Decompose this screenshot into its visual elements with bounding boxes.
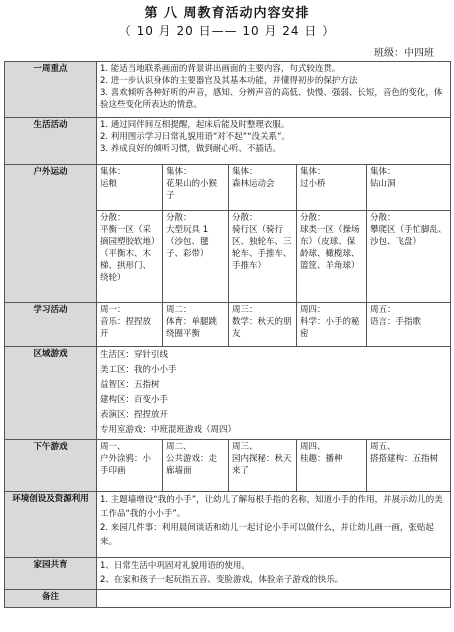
life-line-1: 1. 通过同伴间互相提醒，起床后能及时整理衣服。 (100, 120, 290, 130)
outdoor-collective-row (5, 165, 451, 211)
environment-label: 环境创设及资源利用 (5, 492, 97, 558)
afternoon-wed: 周三、 园内探秘：秋天来了 (229, 440, 297, 492)
focus-line-2: 2. 进一步认识身体的主要器官及其基本功能，并懂得初步的保护方法 (100, 76, 358, 86)
focus-line-1: 1. 能适当地联系画面的背景讲出画面的主要内容，句式较连贯。 (100, 64, 341, 74)
life-label: 生活活动 (5, 118, 97, 165)
afternoon-row (5, 440, 451, 492)
study-thu: 周四： 科学：小手的秘密 (297, 303, 367, 347)
area-line-3: 益智区：五指树 (100, 380, 160, 390)
class-info (374, 44, 434, 59)
focus-content (97, 62, 451, 118)
date-range: （ 10 月 20 日—— 10 月 24 日 ） (118, 24, 336, 38)
home-label: 家园共育 (5, 558, 97, 590)
afternoon-thu: 周四、 桂趣：播种 (297, 440, 367, 492)
area-content (97, 347, 451, 440)
class-label: 班级： (374, 48, 404, 59)
life-line-3: 3. 养成良好的倾听习惯，做到耐心听、不插话。 (100, 144, 281, 154)
study-label: 学习活动 (5, 303, 97, 347)
notes-label: 备注 (5, 590, 97, 608)
home-line-2: 2、在家和孩子一起玩指五音、变脸游戏，体验亲子游戏的快乐。 (100, 575, 344, 585)
outdoor-collective-wed: 集体： 森林运动会 (229, 165, 297, 211)
afternoon-fri: 周五、 搭搭建构：五指树 (367, 440, 451, 492)
outdoor-dispersed-fri: 分散： 攀爬区（手忙脚乱、沙包、飞盘） (367, 211, 451, 303)
area-line-5: 表演区：捏捏放开 (100, 410, 169, 420)
home-content (97, 558, 451, 590)
schedule-table (4, 61, 451, 608)
environment-row (5, 492, 451, 558)
outdoor-collective-mon: 集体： 运粮 (97, 165, 163, 211)
area-line-4: 建构区：百变小手 (100, 395, 169, 405)
area-label: 区域游戏 (5, 347, 97, 440)
environment-line-2: 2. 来园几件事：利用晨间谈话和幼儿一起讨论小手可以做什么，并让幼儿画一画，张贴起来。 (100, 523, 434, 547)
focus-label: 一周重点 (5, 62, 97, 118)
focus-row (5, 62, 451, 118)
notes-content (97, 590, 451, 608)
afternoon-label: 下午游戏 (5, 440, 97, 492)
outdoor-collective-fri: 集体： 钻山洞 (367, 165, 451, 211)
afternoon-mon: 周一、 户外涂鸦：小手印画 (97, 440, 163, 492)
life-content (97, 118, 451, 165)
area-line-1: 生活区：穿针引线 (100, 350, 169, 360)
study-fri: 周五： 语言：手指歌 (367, 303, 451, 347)
focus-line-3: 3. 喜欢倾听各种好听的声音，感知、分辨声音的高低、快慢、强弱、长短，音色的变化，体验这些变化所表达的情意。 (100, 88, 443, 110)
outdoor-dispersed-thu: 分散： 球类一区（操场东）（皮球、保龄球、橄榄球、篮筐、羊角球） (297, 211, 367, 303)
study-mon: 周一： 音乐：捏捏放开 (97, 303, 163, 347)
life-line-2: 2. 利用图示学习日常礼貌用语“对不起”“没关系”。 (100, 132, 290, 142)
home-row (5, 558, 451, 590)
area-line-6: 专用室游戏：中班混班游戏（周四） (100, 425, 237, 435)
outdoor-collective-thu: 集体： 过小桥 (297, 165, 367, 211)
outdoor-label: 户外运动 (5, 165, 97, 303)
page-title: 第 八 周教育活动内容安排 (144, 6, 310, 21)
study-tue: 周二： 体育：单腿跳绕圈平衡 (163, 303, 229, 347)
study-wed: 周三： 数学：秋天的朋友 (229, 303, 297, 347)
life-row (5, 118, 451, 165)
area-row (5, 347, 451, 440)
area-line-2: 美工区：我的小小手 (100, 365, 177, 375)
environment-line-1: 1. 主题墙增设“我的小手”，让幼儿了解每根手指的名称，知道小手的作用，并展示幼儿的美工作品“我的小小手”。 (100, 495, 443, 519)
notes-row (5, 590, 451, 608)
outdoor-dispersed-wed: 分散： 骑行区（骑行区、独轮车、三轮车、手推车、手推车） (229, 211, 297, 303)
afternoon-tue: 周二、 公共游戏：走廊墙面 (163, 440, 229, 492)
home-line-1: 1、日常生活中巩固对礼貌用语的使用。 (100, 561, 250, 571)
study-row (5, 303, 451, 347)
outdoor-collective-tue: 集体： 花果山的小猴子 (163, 165, 229, 211)
outdoor-dispersed-tue: 分散： 大型玩具 1（沙包、毽子、彩带） (163, 211, 229, 303)
environment-content (97, 492, 451, 558)
class-name: 中四班 (404, 48, 434, 59)
outdoor-dispersed-mon: 分散： 平衡一区（采摘园塑胶软地）（平衡木、木梯、拱形门、绕轮） (97, 211, 163, 303)
